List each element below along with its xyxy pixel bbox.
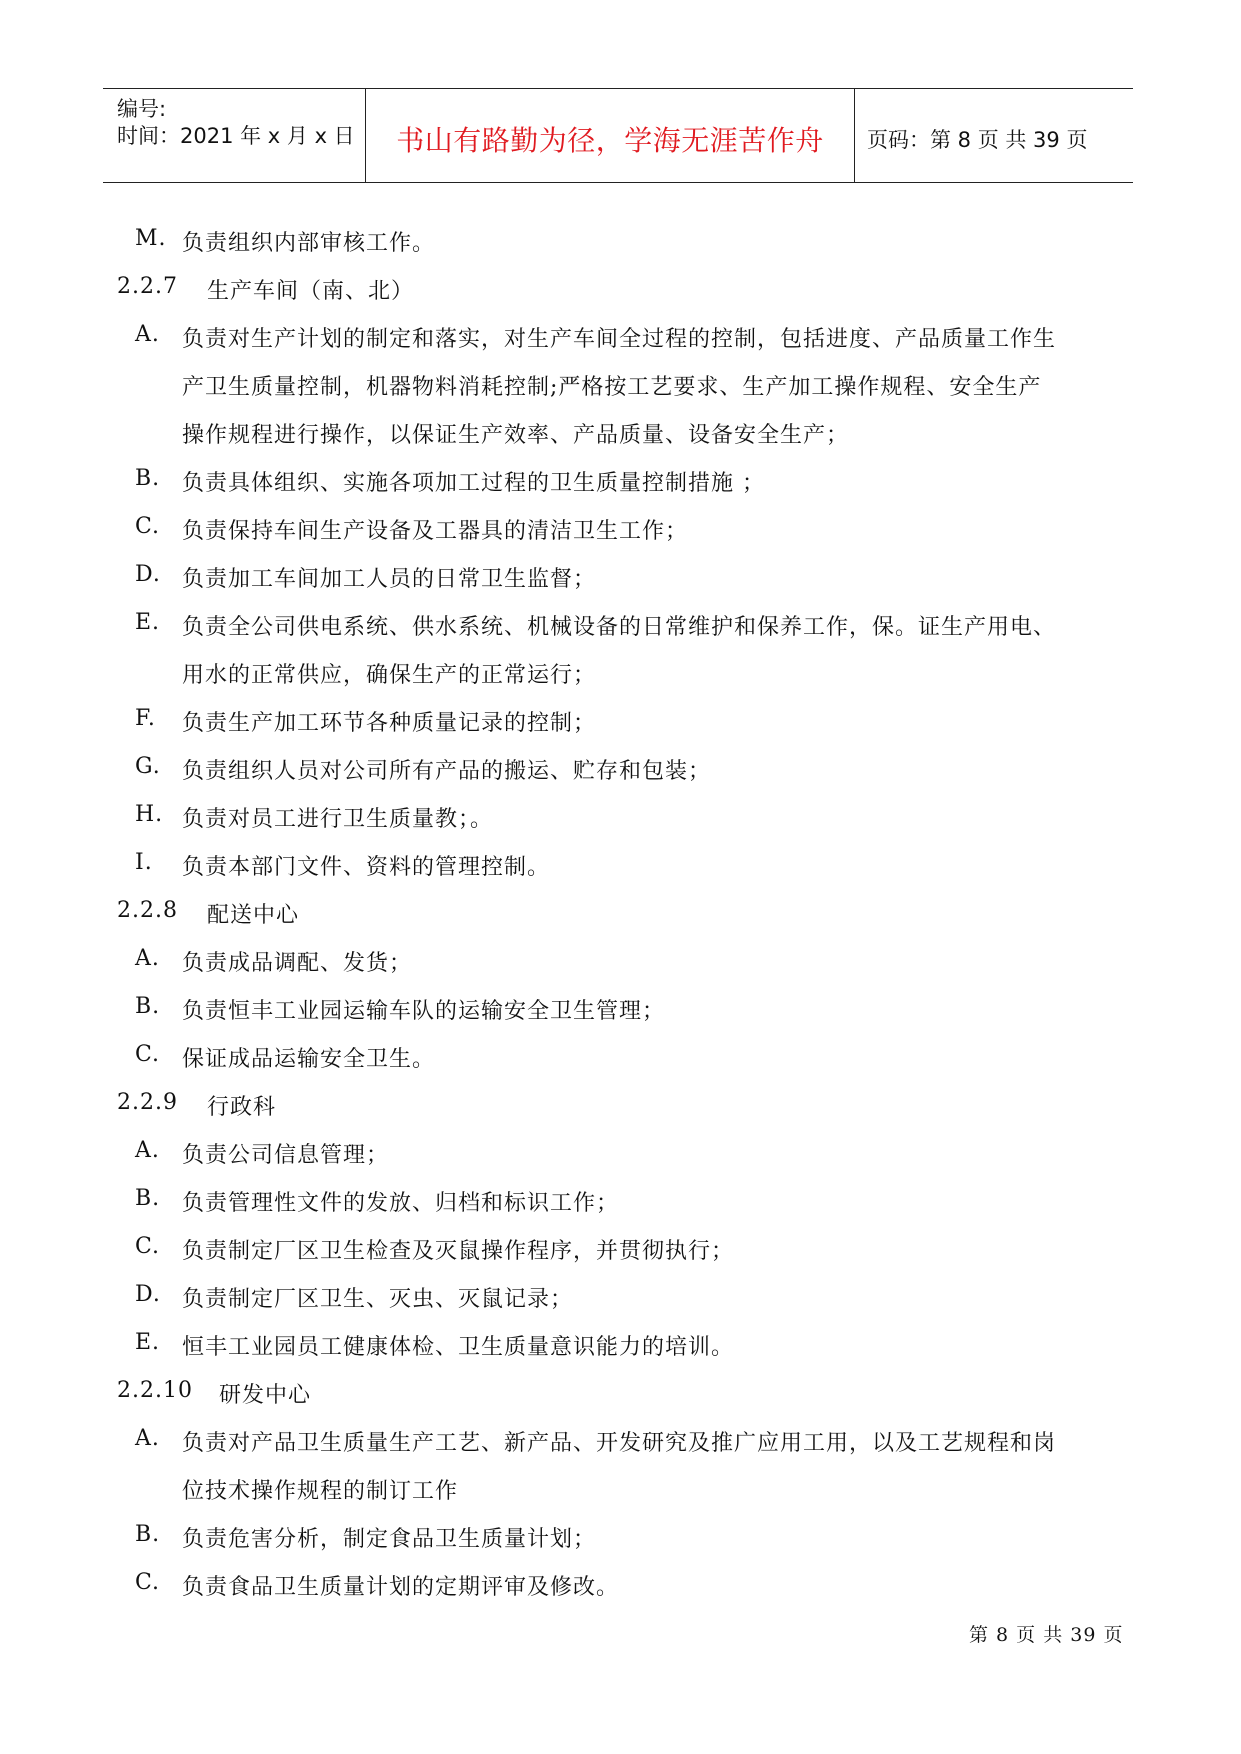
motto-text: 书山有路勤为径，学海无涯苦作舟 [396,124,824,157]
number-label: 编号: [117,97,167,121]
header-left-cell [103,89,365,182]
time-label: 时间：2021 年 x 月 x 日 [117,124,355,148]
page-header [103,88,1133,183]
page-footer: 第 8 页 共 39 页 [969,1624,1124,1646]
header-motto-cell [365,89,855,182]
page-info: 页码：第 8 页 共 39 页 [867,128,1088,152]
header-right-cell [855,89,1133,182]
